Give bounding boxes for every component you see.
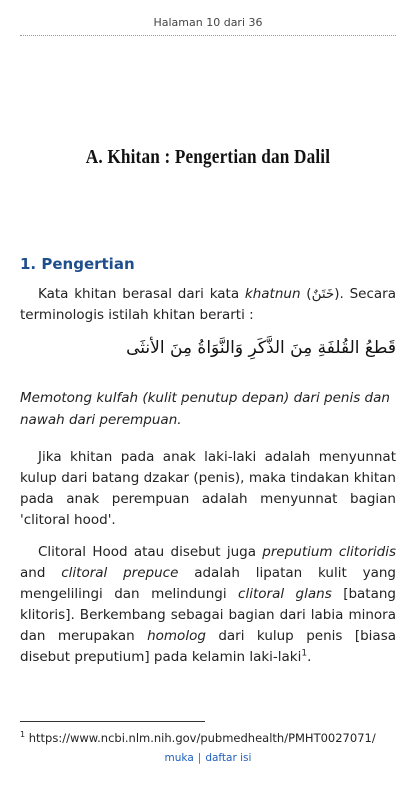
chapter-title: A. Khitan : Pengertian dan Dalil	[85, 146, 331, 168]
footnote-reference[interactable]: 1	[301, 648, 308, 659]
header-divider	[20, 35, 396, 36]
page-number-label: Halaman 10 dari 36	[153, 16, 263, 29]
paragraph-comparison: Jika khitan pada anak laki-laki adalah menyunnat kulup dari batang dzakar (penis), maka tindakan khitan pada anak perempuan adalah menyunnat bagian 'clitoral hood'.	[20, 449, 396, 528]
term-clitoral-prepuce: clitoral prepuce	[61, 565, 179, 581]
paragraph-text: and	[20, 565, 62, 581]
paragraph-text: adalah lipatan kulit yang mengelilingi dan melindungi	[20, 565, 396, 602]
term-clitoral-glans: clitoral glans	[238, 586, 332, 602]
front-page-link[interactable]: muka	[164, 752, 194, 764]
nav-separator: |	[197, 752, 202, 764]
page-navigation	[0, 752, 416, 764]
arabic-quote: قَطعُ القُلفَةِ مِنَ الذَّكَرِ وَالنَّوَاةُ مِنَ الأنثَى	[126, 338, 396, 358]
term-preputium-clitoridis: preputium clitoridis	[262, 544, 396, 560]
paragraph-text: [batang klitoris]. Berkembang sebagai bagian dari labia minora dan merupakan	[20, 586, 396, 644]
paragraph-text: dari kulup penis [biasa disebut preputium] pada kelamin laki-laki	[20, 628, 397, 665]
paragraph-text: (خَتَنٌ). Secara terminologis istilah khitan berarti :	[20, 286, 396, 323]
footnote-marker: 1	[20, 730, 26, 740]
footnote-divider	[20, 721, 205, 722]
paragraph-clitoral-hood	[20, 542, 396, 668]
footnote-url[interactable]: https://www.ncbi.nlm.nih.gov/pubmedhealth/PMHT0027071/	[25, 731, 376, 745]
section-heading: 1. Pengertian	[20, 255, 135, 273]
paragraph-text: Kata khitan berasal dari kata	[38, 286, 245, 302]
paragraph-definition	[20, 284, 396, 326]
paragraph-text: Clitoral Hood atau disebut juga	[38, 544, 263, 560]
term-khatnun: khatnun	[244, 286, 301, 302]
table-of-contents-link[interactable]: daftar isi	[205, 752, 252, 764]
term-homolog: homolog	[147, 628, 206, 644]
translation-text: Memotong kulfah (kulit penutup depan) dari penis dan nawah dari perempuan.	[20, 390, 390, 428]
paragraph-text: .	[307, 649, 312, 665]
footnote	[20, 731, 400, 745]
page-header	[0, 16, 416, 29]
